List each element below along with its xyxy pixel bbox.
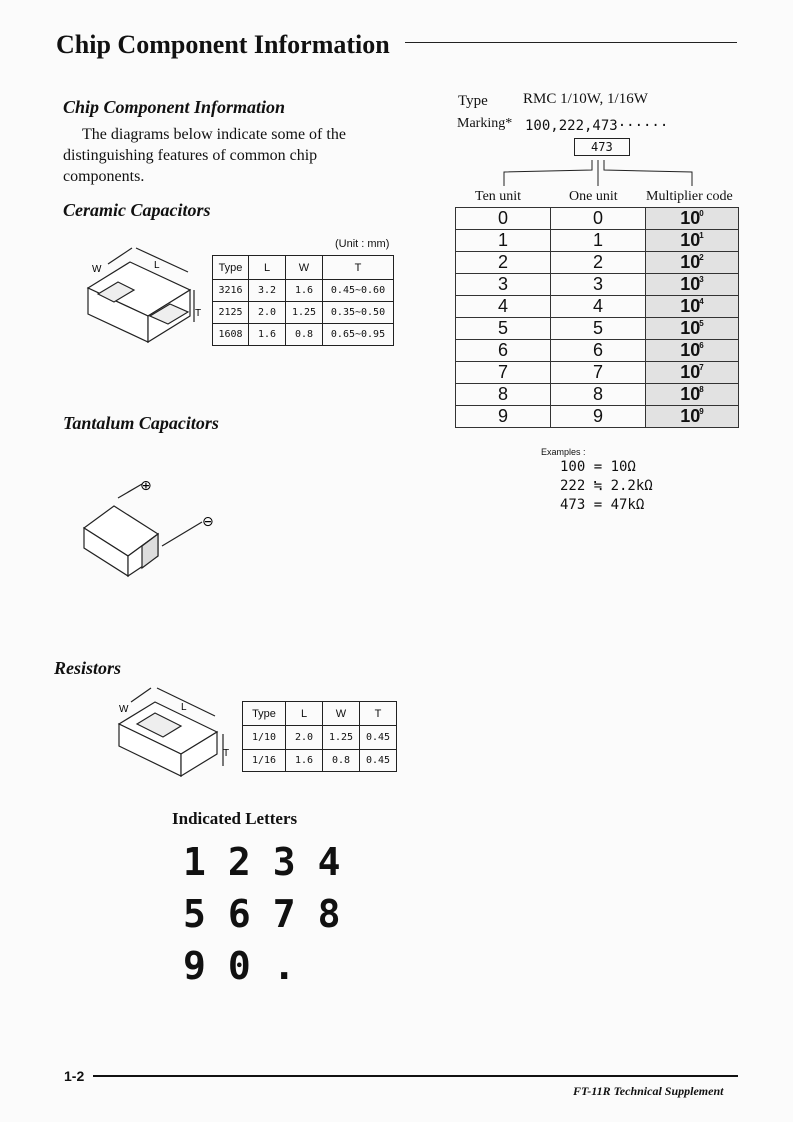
ten-unit-cell	[456, 362, 551, 384]
marking-row	[456, 274, 739, 296]
multiplier-cell	[646, 406, 739, 428]
type-value: RMC 1/10W, 1/16W	[523, 91, 648, 107]
ten-unit-cell	[456, 296, 551, 318]
intro-text: The diagrams below indicate some of the distinguishing features of common chip components.	[63, 126, 346, 185]
resistors-heading: Resistors	[54, 658, 122, 678]
one-unit-cell	[551, 384, 646, 406]
cell: 0.8	[286, 324, 323, 346]
cell: 1608	[213, 324, 249, 346]
marking-row	[456, 406, 739, 428]
cell: 1.6	[286, 280, 323, 302]
cell: 0.65~0.95	[323, 324, 394, 346]
header-one-unit: One unit	[569, 189, 618, 204]
ten-unit-cell-text: 5	[497, 318, 508, 338]
page-number: 1-2	[64, 1068, 85, 1084]
cell: 1.25	[323, 726, 360, 750]
one-unit-cell	[551, 208, 646, 230]
cell: 1/10	[243, 726, 286, 750]
multiplier-cell	[646, 230, 739, 252]
multiplier-exponent: 9	[699, 407, 704, 416]
example-2: 222 ≒ 2.2kΩ	[560, 478, 653, 494]
multiplier-exponent: 3	[699, 275, 704, 284]
col-t: T	[360, 702, 397, 726]
minus-marker: ⊖	[202, 514, 214, 530]
ceramic-t-label: T	[195, 308, 202, 319]
marking-row	[456, 252, 739, 274]
multiplier-cell-text: 10	[680, 230, 701, 250]
multiplier-cell	[646, 274, 739, 296]
table-row	[213, 280, 394, 302]
one-unit-cell-text: 8	[592, 384, 603, 404]
resistor-chip-diagram	[105, 682, 245, 777]
col-w: W	[323, 702, 360, 726]
marking-table	[455, 207, 739, 428]
multiplier-cell-text: 10	[680, 406, 701, 426]
multiplier-cell-text: 10	[680, 384, 701, 404]
multiplier-cell	[646, 362, 739, 384]
table-row	[213, 302, 394, 324]
multiplier-cell-text: 10	[680, 252, 701, 272]
letters-heading: Indicated Letters	[172, 809, 298, 828]
cell: 2125	[213, 302, 249, 324]
multiplier-exponent: 4	[699, 297, 704, 306]
ten-unit-cell-text: 0	[497, 208, 508, 228]
footer-title: FT-11R Technical Supplement	[573, 1084, 724, 1098]
cell: 1.25	[286, 302, 323, 324]
example-1: 100 = 10Ω	[560, 459, 636, 475]
col-w: W	[286, 256, 323, 280]
ten-unit-cell-text: 9	[497, 406, 508, 426]
ceramic-table	[212, 255, 394, 346]
one-unit-cell	[551, 252, 646, 274]
tantalum-heading: Tantalum Capacitors	[63, 413, 219, 433]
resistor-t-label: T	[223, 748, 230, 759]
resistor-w-label: W	[119, 704, 129, 715]
ten-unit-cell-text: 4	[497, 296, 508, 316]
sample-code-box	[574, 138, 630, 156]
ceramic-chip-diagram	[70, 238, 215, 348]
marking-row	[456, 296, 739, 318]
marking-row	[456, 340, 739, 362]
header-ten-unit: Ten unit	[475, 189, 522, 204]
marking-row	[456, 318, 739, 340]
col-l: L	[286, 702, 323, 726]
letters-line-3: 90.	[183, 944, 318, 988]
multiplier-cell	[646, 252, 739, 274]
marking-row	[456, 362, 739, 384]
multiplier-cell-text: 10	[680, 340, 701, 360]
multiplier-cell-text: 10	[680, 318, 701, 338]
cell: 1.6	[286, 750, 323, 772]
header-multiplier: Multiplier code	[646, 189, 733, 204]
letters-line-2: 5678	[183, 892, 363, 936]
one-unit-cell	[551, 318, 646, 340]
plus-marker: ⊕	[140, 478, 152, 494]
resistor-table	[242, 701, 397, 772]
ten-unit-cell	[456, 406, 551, 428]
multiplier-cell	[646, 340, 739, 362]
multiplier-exponent: 7	[699, 363, 704, 372]
table-row	[243, 750, 397, 772]
multiplier-exponent: 0	[699, 209, 704, 218]
ceramic-w-label: W	[92, 264, 102, 275]
one-unit-cell-text: 3	[592, 274, 603, 294]
cell: 1/16	[243, 750, 286, 772]
col-type: Type	[243, 702, 286, 726]
cell: 0.8	[323, 750, 360, 772]
col-type: Type	[213, 256, 249, 280]
multiplier-cell	[646, 384, 739, 406]
multiplier-exponent: 8	[699, 385, 704, 394]
multiplier-cell-text: 10	[680, 296, 701, 316]
one-unit-cell-text: 1	[592, 230, 603, 250]
marking-label: Marking*	[457, 116, 513, 131]
table-row	[213, 324, 394, 346]
ceramic-l-label: L	[154, 260, 160, 271]
ten-unit-cell-text: 7	[497, 362, 508, 382]
ten-unit-cell	[456, 274, 551, 296]
one-unit-cell	[551, 362, 646, 384]
table-row	[243, 726, 397, 750]
cell: 1.6	[249, 324, 286, 346]
cell: 0.45~0.60	[323, 280, 394, 302]
cell: 0.35~0.50	[323, 302, 394, 324]
ten-unit-cell-text: 2	[497, 252, 508, 272]
ten-unit-cell	[456, 208, 551, 230]
ten-unit-cell-text: 3	[497, 274, 508, 294]
multiplier-cell	[646, 318, 739, 340]
cell: 0.45	[360, 726, 397, 750]
type-label: Type	[458, 93, 488, 109]
ten-unit-cell-text: 8	[497, 384, 508, 404]
code-pointer-lines	[500, 158, 700, 188]
footer-rule	[93, 1075, 738, 1077]
ten-unit-cell-text: 6	[497, 340, 508, 360]
marking-row	[456, 384, 739, 406]
cell: 2.0	[249, 302, 286, 324]
multiplier-cell	[646, 296, 739, 318]
multiplier-exponent: 5	[699, 319, 704, 328]
letters-line-1: 1234	[183, 840, 363, 884]
cell: 3216	[213, 280, 249, 302]
intro-heading: Chip Component Information	[63, 97, 286, 117]
sample-code: 473	[591, 140, 613, 154]
one-unit-cell-text: 4	[592, 296, 603, 316]
one-unit-cell-text: 0	[592, 208, 603, 228]
col-t: T	[323, 256, 394, 280]
marking-value: 100,222,473······	[525, 118, 669, 134]
multiplier-cell	[646, 208, 739, 230]
one-unit-cell-text: 2	[592, 252, 603, 272]
multiplier-cell-text: 10	[680, 208, 701, 228]
cell: 0.45	[360, 750, 397, 772]
one-unit-cell-text: 7	[592, 362, 603, 382]
ten-unit-cell-text: 1	[497, 230, 508, 250]
ten-unit-cell	[456, 340, 551, 362]
one-unit-cell-text: 5	[592, 318, 603, 338]
cell: 3.2	[249, 280, 286, 302]
cell: 2.0	[286, 726, 323, 750]
unit-note: (Unit : mm)	[335, 238, 390, 250]
ceramic-heading: Ceramic Capacitors	[63, 200, 211, 220]
resistor-l-label: L	[181, 702, 187, 713]
multiplier-exponent: 1	[699, 231, 704, 240]
one-unit-cell	[551, 274, 646, 296]
ten-unit-cell	[456, 230, 551, 252]
one-unit-cell-text: 6	[592, 340, 603, 360]
multiplier-exponent: 6	[699, 341, 704, 350]
multiplier-cell-text: 10	[680, 362, 701, 382]
one-unit-cell	[551, 230, 646, 252]
col-l: L	[249, 256, 286, 280]
multiplier-cell-text: 10	[680, 274, 701, 294]
multiplier-exponent: 2	[699, 253, 704, 262]
one-unit-cell	[551, 340, 646, 362]
tantalum-chip-diagram	[80, 470, 230, 580]
marking-row	[456, 208, 739, 230]
ten-unit-cell	[456, 252, 551, 274]
one-unit-cell-text: 9	[592, 406, 603, 426]
ten-unit-cell	[456, 384, 551, 406]
page-title: Chip Component Information	[56, 30, 390, 59]
marking-row	[456, 230, 739, 252]
title-rule	[405, 42, 737, 43]
one-unit-cell	[551, 406, 646, 428]
example-3: 473 = 47kΩ	[560, 497, 645, 513]
ten-unit-cell	[456, 318, 551, 340]
one-unit-cell	[551, 296, 646, 318]
examples-label: Examples :	[541, 447, 586, 457]
